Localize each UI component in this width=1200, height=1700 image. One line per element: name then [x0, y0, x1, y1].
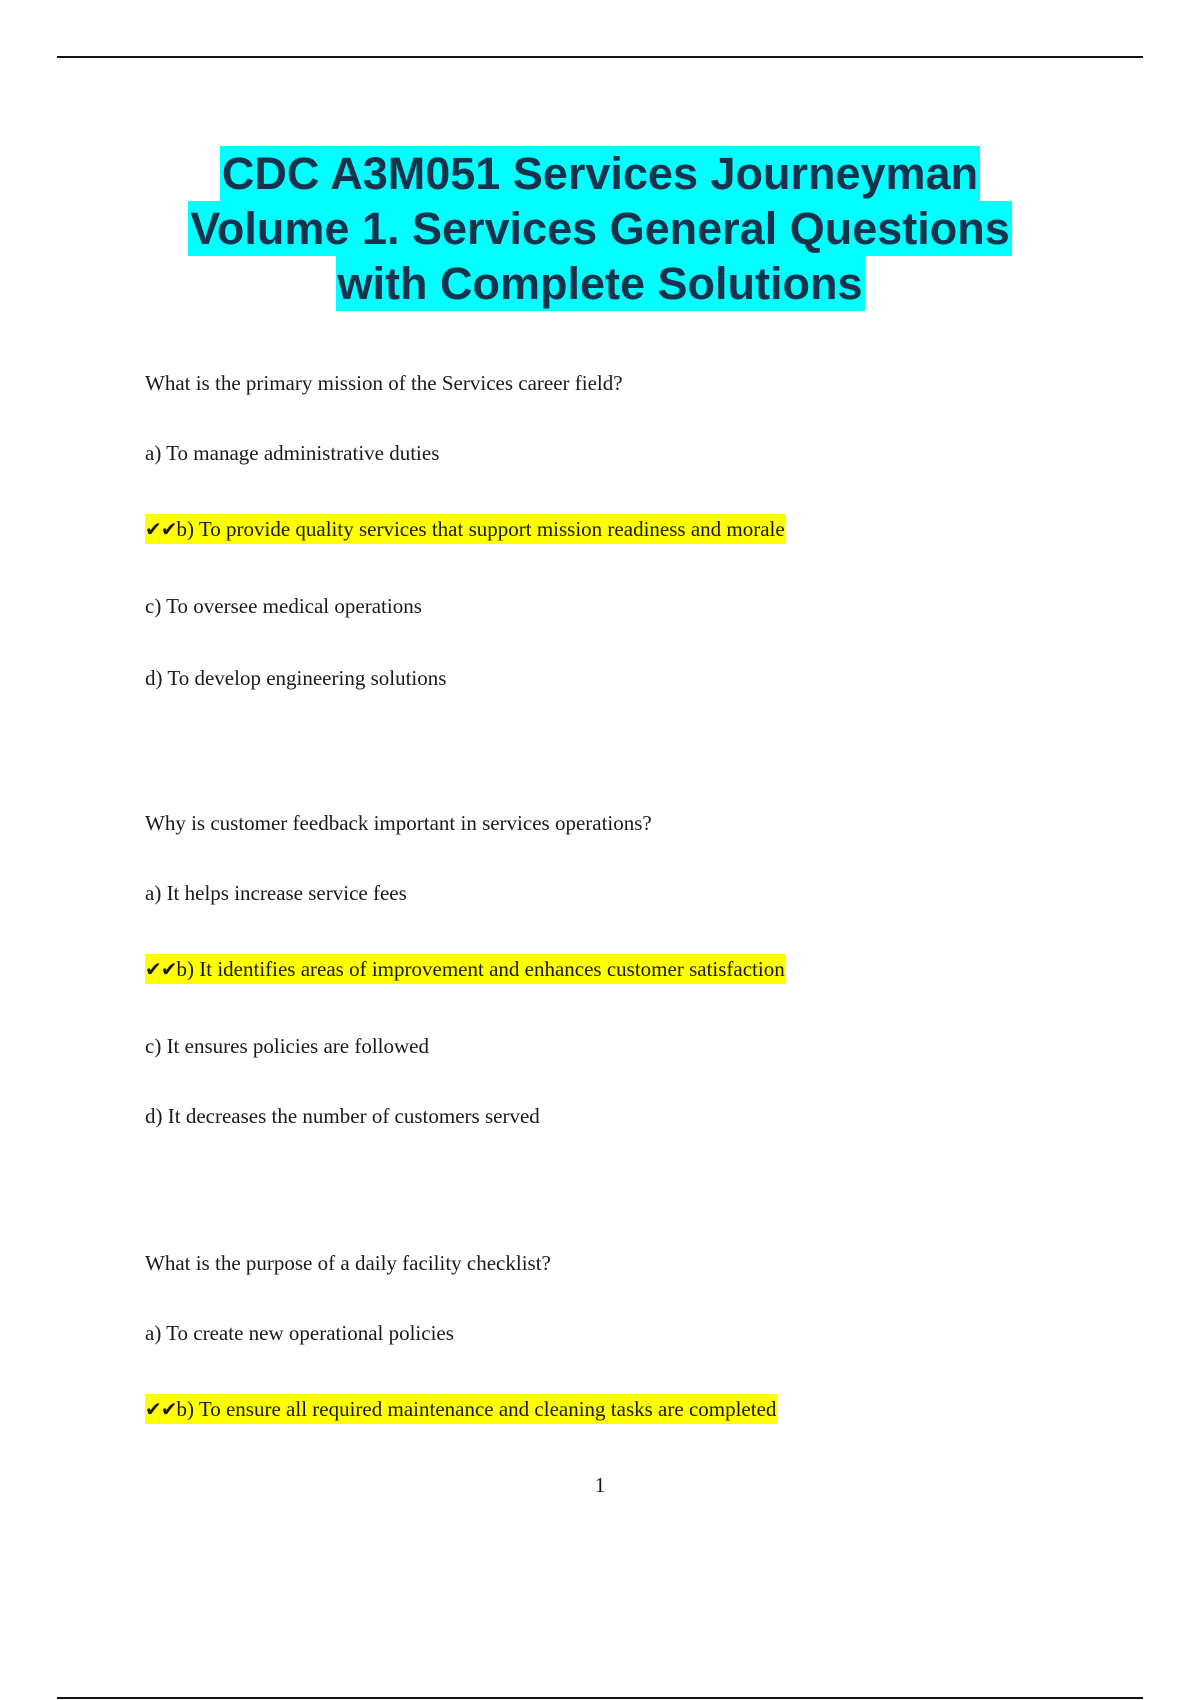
title-line-1: CDC A3M051 Services Journeyman [221, 148, 979, 199]
document-title [0, 146, 1200, 311]
title-line-3: with Complete Solutions [337, 258, 863, 309]
question-2-text: Why is customer feedback important in services operations? [145, 811, 652, 835]
header-rule [57, 56, 1143, 58]
question-1-option-b-text: b) To provide quality services that support mission readiness and morale [176, 517, 785, 541]
question-3-option-a: a) To create new operational policies [145, 1321, 454, 1345]
question-3-option-b [145, 1396, 777, 1422]
question-1-option-b [145, 516, 786, 542]
question-3-option-b-text: b) To ensure all required maintenance and cleaning tasks are completed [176, 1397, 777, 1421]
question-2-option-b-text: b) It identifies areas of improvement and enhances customer satisfaction [176, 957, 785, 981]
question-1-option-c: c) To oversee medical operations [145, 594, 422, 618]
correct-answer-highlight [145, 514, 786, 544]
double-check-icon: ✔✔ [145, 957, 177, 981]
question-2-option-d: d) It decreases the number of customers served [145, 1104, 540, 1128]
question-1-option-d: d) To develop engineering solutions [145, 666, 447, 690]
footer-rule [57, 1697, 1143, 1699]
title-line-2: Volume 1. Services General Questions [190, 203, 1010, 254]
correct-answer-highlight [145, 1394, 777, 1424]
question-2-option-a: a) It helps increase service fees [145, 881, 407, 905]
double-check-icon: ✔✔ [145, 517, 177, 541]
question-1-option-a: a) To manage administrative duties [145, 441, 440, 465]
question-1-text: What is the primary mission of the Services career field? [145, 371, 623, 395]
question-3-text: What is the purpose of a daily facility checklist? [145, 1251, 551, 1275]
question-2-option-b [145, 956, 786, 982]
double-check-icon: ✔✔ [145, 1397, 177, 1421]
correct-answer-highlight [145, 954, 786, 984]
page-number: 1 [594, 1473, 606, 1497]
question-2-option-c: c) It ensures policies are followed [145, 1034, 429, 1058]
